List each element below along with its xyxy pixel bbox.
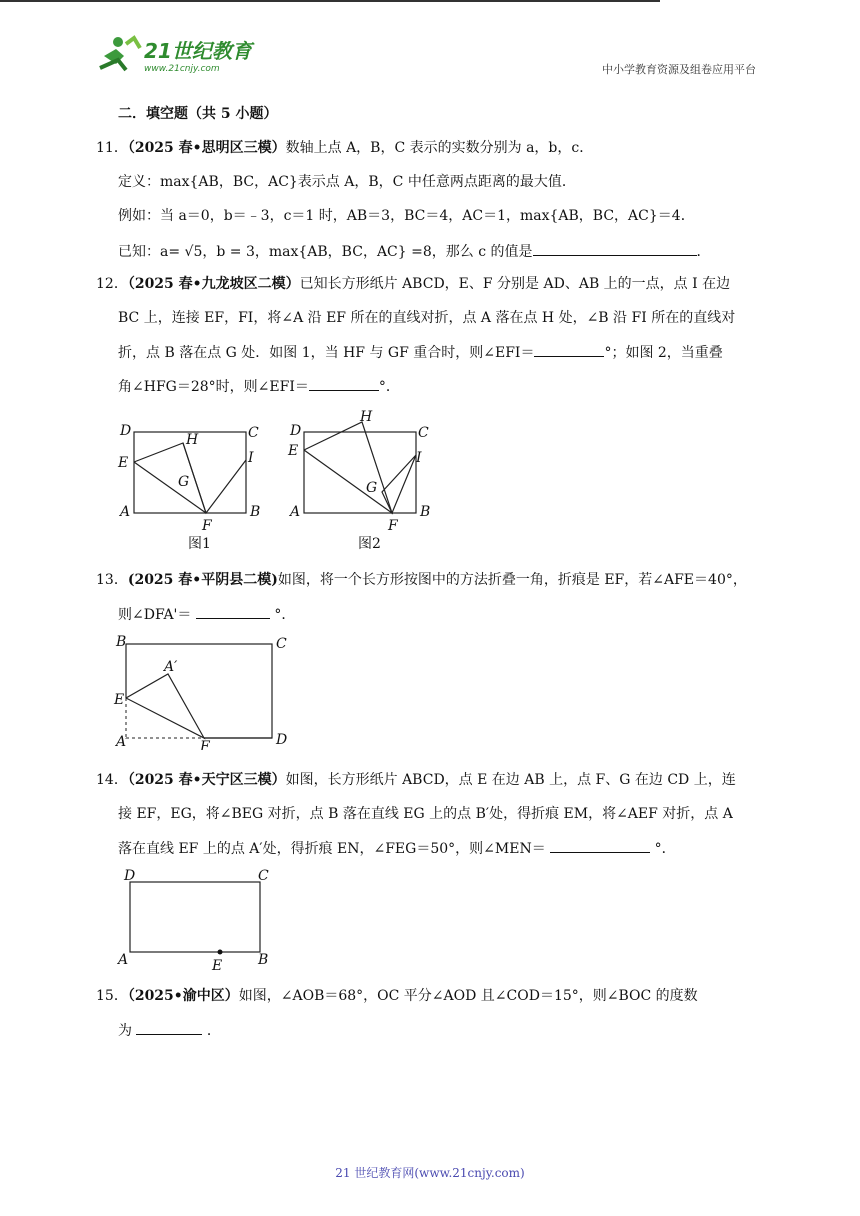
q14-figure bbox=[110, 864, 280, 974]
q11-answer-blank[interactable] bbox=[533, 241, 697, 256]
q12-figures bbox=[110, 408, 450, 554]
question-11-line-2: 定义：max{AB，BC，AC}表示点 A，B，C 中任意两点距离的最大值． bbox=[118, 174, 576, 190]
question-14-line-2: 接 EF，EG，将∠BEG 对折，点 B 落在直线 EG 上的点 B′处，得折痕 EM，将∠AEF 对折，点 A bbox=[118, 806, 733, 822]
q12-answer-blank-1[interactable] bbox=[534, 342, 604, 357]
q14-text: 如图，长方形纸片 ABCD，点 E 在边 AB 上，点 F、G 在边 CD 上，连 bbox=[285, 772, 736, 788]
svg-text:F: F bbox=[200, 739, 210, 750]
svg-text:B: B bbox=[420, 504, 431, 520]
q15-source: （2025•渝中区） bbox=[127, 988, 239, 1004]
q15-number: 15． bbox=[96, 988, 128, 1004]
q15-answer-blank[interactable] bbox=[136, 1020, 202, 1035]
q13-text: 如图，将一个长方形按图中的方法折叠一角，折痕是 EF，若∠AFE＝40°， bbox=[277, 572, 747, 588]
question-15-line-2 bbox=[118, 1020, 221, 1041]
q12-figure-1 bbox=[117, 423, 260, 552]
q12-answer-blank-2[interactable] bbox=[309, 376, 379, 391]
svg-text:F: F bbox=[388, 518, 398, 534]
q11-number: 11． bbox=[96, 140, 128, 156]
svg-text:E: E bbox=[118, 455, 129, 471]
question-11-line-4 bbox=[118, 241, 711, 262]
q14-source: （2025 春•天宁区三模） bbox=[127, 772, 286, 788]
q13-number: 13． bbox=[96, 572, 128, 588]
q11-end: ． bbox=[696, 244, 711, 260]
q14-l3-text: 落在直线 EF 上的点 A′处，得折痕 EN，∠FEG＝50°，则∠MEN＝ bbox=[118, 841, 546, 857]
svg-text:G: G bbox=[366, 480, 378, 496]
svg-text:A: A bbox=[290, 504, 301, 520]
q13-answer-blank[interactable] bbox=[196, 604, 270, 619]
svg-text:D: D bbox=[276, 732, 288, 748]
q13-source: (2025 春•平阴县二模) bbox=[127, 572, 278, 588]
question-14-line-3 bbox=[118, 838, 676, 859]
svg-text:I: I bbox=[248, 450, 254, 466]
svg-text:I: I bbox=[416, 450, 422, 466]
question-13-line-1 bbox=[96, 570, 747, 590]
q12-figure-2 bbox=[287, 409, 430, 552]
q12-l4-end: °． bbox=[378, 379, 400, 395]
svg-text:B: B bbox=[116, 634, 127, 650]
section-title: 二．填空题（共 5 小题） bbox=[118, 106, 278, 122]
svg-text:A: A bbox=[116, 734, 127, 750]
q12-source: （2025 春•九龙坡区二模） bbox=[127, 276, 300, 292]
q13-l2-end: °． bbox=[274, 607, 296, 623]
svg-text:H: H bbox=[360, 409, 373, 425]
q12-figure-2-caption: 图2 bbox=[358, 536, 381, 552]
logo bbox=[96, 34, 256, 76]
svg-text:B: B bbox=[258, 952, 269, 968]
q11-text: 数轴上点 A，B，C 表示的实数分别为 a，b，c． bbox=[285, 140, 594, 156]
q12-l4-text: 角∠HFG＝28°时，则∠EFI＝ bbox=[118, 379, 309, 395]
q12-text: 已知长方形纸片 ABCD，E、F 分别是 AD、AB 上的一点，点 I 在边 bbox=[299, 276, 731, 292]
question-14-line-1 bbox=[96, 770, 736, 790]
q12-number: 12． bbox=[96, 276, 128, 292]
runner-icon bbox=[96, 34, 256, 76]
svg-text:C: C bbox=[276, 636, 287, 652]
svg-text:D: D bbox=[120, 423, 132, 439]
q13-l2-text: 则∠DFA'＝ bbox=[118, 607, 192, 623]
svg-text:A′: A′ bbox=[164, 659, 178, 675]
svg-text:B: B bbox=[250, 504, 261, 520]
question-12-line-4 bbox=[118, 376, 400, 397]
q15-text: 如图，∠AOB＝68°，OC 平分∠AOD 且∠COD＝15°，则∠BOC 的度数 bbox=[238, 988, 698, 1004]
svg-text:D: D bbox=[124, 868, 136, 884]
q14-number: 14． bbox=[96, 772, 128, 788]
header-platform-text: 中小学教育资源及组卷应用平台 bbox=[602, 63, 756, 76]
svg-text:A: A bbox=[120, 504, 131, 520]
q11-given: 已知：a= √5，b = 3，max{AB，BC，AC} =8，那么 c 的值是 bbox=[118, 244, 533, 260]
q14-answer-blank[interactable] bbox=[550, 838, 650, 853]
question-12-line-1 bbox=[96, 274, 730, 294]
svg-text:C: C bbox=[258, 868, 269, 884]
q11-source: （2025 春•思明区三模） bbox=[127, 140, 286, 156]
svg-text:A: A bbox=[118, 952, 129, 968]
svg-text:E: E bbox=[212, 958, 223, 974]
q15-l2-end: ． bbox=[206, 1023, 221, 1039]
svg-text:G: G bbox=[178, 474, 190, 490]
question-11-line-3: 例如：当 a＝0，b＝﹣3，c＝1 时，AB＝3，BC＝4，AC＝1，max{AB，BC，AC}＝4． bbox=[118, 208, 695, 224]
logo-main-text: 21世纪教育 bbox=[144, 39, 252, 63]
svg-text:E: E bbox=[114, 692, 125, 708]
question-12-line-3 bbox=[118, 342, 723, 363]
question-13-line-2 bbox=[118, 604, 295, 625]
svg-text:C: C bbox=[248, 425, 259, 441]
q14-l3-end: °． bbox=[654, 841, 676, 857]
svg-text:D: D bbox=[290, 423, 302, 439]
svg-text:H: H bbox=[186, 432, 199, 448]
q15-l2-text: 为 bbox=[118, 1023, 132, 1039]
footer-link[interactable]: 21 世纪教育网(www.21cnjy.com) bbox=[335, 1166, 525, 1180]
q12-l3-text: 折，点 B 落在点 G 处．如图 1，当 HF 与 GF 重合时，则∠EFI＝ bbox=[118, 345, 535, 361]
svg-text:C: C bbox=[418, 425, 429, 441]
svg-text:F: F bbox=[202, 518, 212, 534]
q13-figure bbox=[110, 630, 300, 750]
question-15-line-1 bbox=[96, 986, 698, 1006]
svg-text:E: E bbox=[288, 443, 299, 459]
question-11-line-1 bbox=[96, 138, 593, 158]
footer-divider bbox=[0, 1, 660, 2]
q12-figure-1-caption: 图1 bbox=[188, 536, 211, 552]
logo-url-text: www.21cnjy.com bbox=[144, 64, 220, 74]
question-12-line-2: BC 上，连接 EF，FI，将∠A 沿 EF 所在的直线对折，点 A 落在点 H 处，∠B 沿 FI 所在的直线对 bbox=[118, 310, 736, 326]
q12-l3-end: °；如图 2，当重叠 bbox=[604, 345, 723, 361]
